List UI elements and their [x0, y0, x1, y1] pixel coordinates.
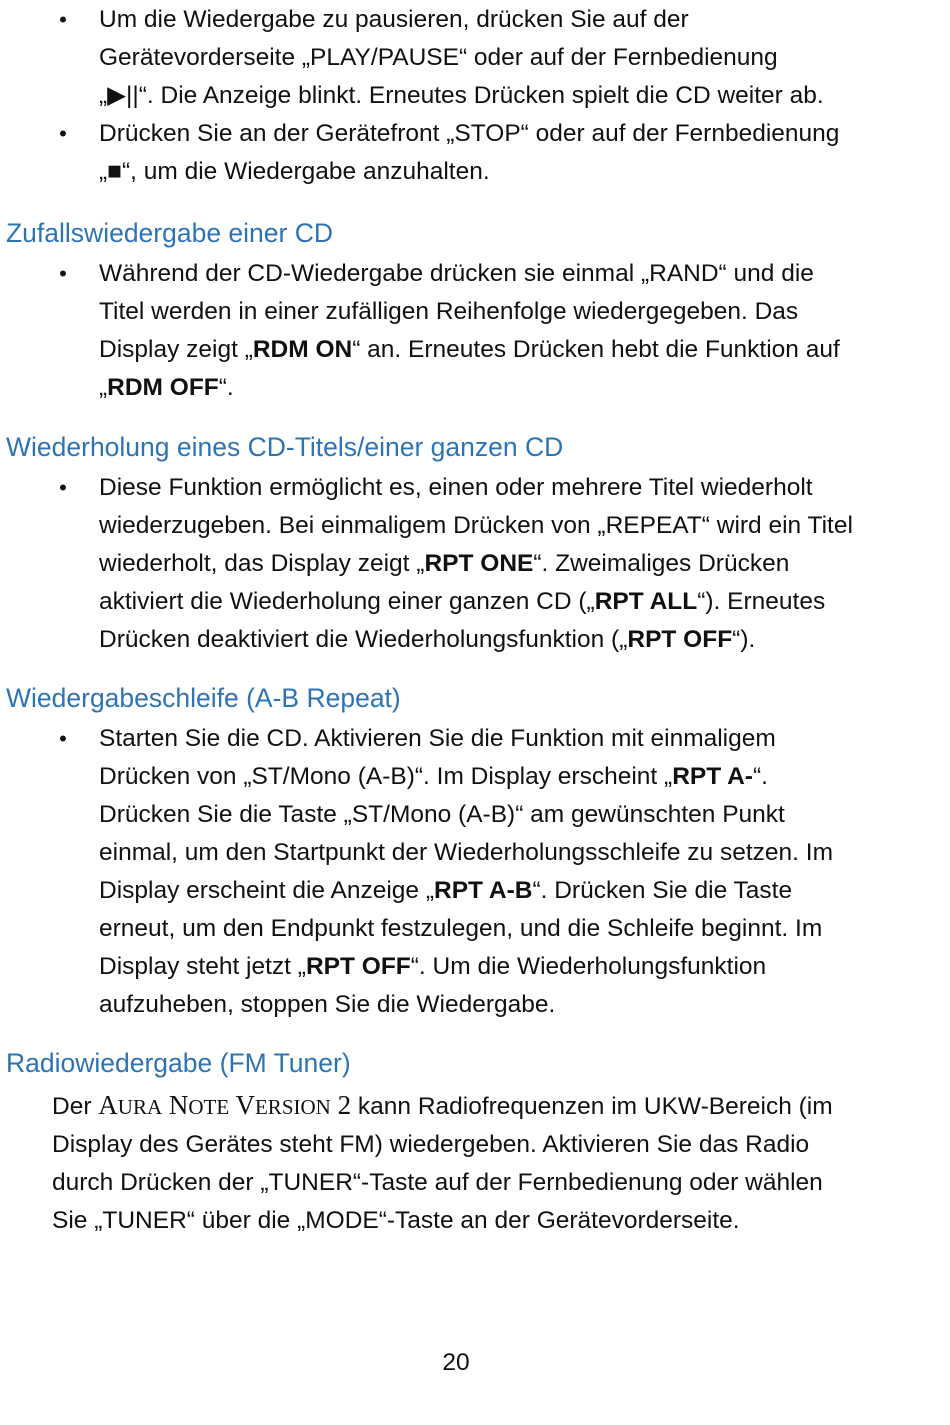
display-code: RPT OFF [305, 953, 411, 980]
brand-letter: V [235, 1090, 255, 1120]
text-line: „▶||“. Die Anzeige blinkt. Erneutes Drücken spielt die CD weiter ab. [99, 82, 824, 109]
stop-instruction [0, 115, 950, 191]
text-fragment: Display steht jetzt „ [99, 953, 306, 980]
text-fragment: kann Radiofrequenzen im UKW-Bereich (im [351, 1093, 833, 1120]
text-line: Drücken Sie die Taste „ST/Mono (A-B)“ am gewünschten Punkt [99, 801, 785, 828]
section-heading-random: Zufallswiedergabe einer CD [6, 218, 333, 248]
random-instruction [0, 255, 950, 407]
text-line: erneut, um den Endpunkt festzulegen, und die Schleife beginnt. Im [99, 915, 823, 942]
bullet-icon: • [59, 475, 67, 500]
pause-instruction [0, 1, 950, 115]
text-fragment: “. Zweimaliges Drücken [533, 550, 790, 577]
text-fragment: Display erscheint die Anzeige „ [99, 877, 435, 904]
playback-bullet-list [0, 1, 950, 191]
display-code: RPT A-B [434, 877, 533, 904]
text-fragment: Der [52, 1093, 99, 1120]
page-number: 20 [442, 1349, 470, 1376]
text-fragment: “. Drücken Sie die Taste [532, 877, 793, 904]
text-line: Drücken Sie an der Gerätefront „STOP“ oder auf der Fernbedienung [99, 120, 840, 147]
bullet-icon: • [59, 261, 67, 286]
text-fragment: aktiviert die Wiederholung einer ganzen CD („ [99, 588, 595, 615]
display-code: RPT ONE [424, 550, 534, 577]
text-line: „■“, um die Wiedergabe anzuhalten. [99, 158, 490, 185]
ab-bullet-list [0, 720, 950, 1024]
display-code: RDM OFF [107, 374, 219, 401]
section-heading-radio: Radiowiedergabe (FM Tuner) [6, 1048, 351, 1078]
text-fragment: Drücken von „ST/Mono (A-B)“. Im Display erscheint „ [99, 763, 673, 790]
text-fragment: wiederholt, das Display zeigt „ [99, 550, 425, 577]
text-line: einmal, um den Startpunkt der Wiederholungsschleife zu setzen. Im [99, 839, 834, 866]
text-line: Titel werden in einer zufälligen Reihenfolge wiedergegeben. Das [99, 298, 799, 325]
radio-paragraph [52, 1086, 910, 1240]
text-fragment: Display zeigt „ [99, 336, 253, 363]
text-line: aufzuheben, stoppen Sie die Wiedergabe. [99, 991, 556, 1018]
display-code: RPT ALL [594, 588, 698, 615]
section-heading-ab-repeat: Wiedergabeschleife (A-B Repeat) [6, 683, 401, 713]
text-fragment: “). [732, 626, 756, 653]
text-fragment: “). Erneutes [697, 588, 826, 615]
text-fragment: “. [752, 763, 768, 790]
ab-instruction [0, 720, 950, 1024]
text-fragment: “. Um die Wiederholungsfunktion [410, 953, 767, 980]
text-fragment: “ an. Erneutes Drücken hebt die Funktion auf [352, 336, 840, 363]
text-fragment: “. [218, 374, 234, 401]
bullet-icon: • [59, 726, 67, 751]
brand-letters: ERSION [254, 1095, 331, 1119]
display-code: RPT OFF [627, 626, 733, 653]
text-line: Während der CD-Wiedergabe drücken sie einmal „RAND“ und die [99, 260, 814, 287]
text-line: Gerätevorderseite „PLAY/PAUSE“ oder auf der Fernbedienung [99, 44, 778, 71]
text-line: durch Drücken der „TUNER“-Taste auf der Fernbedienung oder wählen [52, 1169, 823, 1196]
repeat-instruction [0, 469, 950, 659]
brand-name [98, 1090, 351, 1120]
text-fragment: „ [99, 374, 108, 401]
brand-letters: OTE [188, 1095, 230, 1119]
section-heading-repeat: Wiederholung eines CD-Titels/einer ganzen CD [6, 432, 564, 462]
bullet-icon: • [59, 121, 67, 146]
brand-letter: A [98, 1090, 118, 1120]
repeat-bullet-list [0, 469, 950, 659]
brand-letter: N [168, 1090, 189, 1120]
brand-number: 2 [337, 1090, 352, 1120]
text-line: Sie „TUNER“ über die „MODE“-Taste an der Gerätevorderseite. [52, 1207, 740, 1234]
text-line: Starten Sie die CD. Aktivieren Sie die Funktion mit einmaligem [99, 725, 776, 752]
text-line: Um die Wiedergabe zu pausieren, drücken Sie auf der [99, 6, 689, 33]
display-code: RDM ON [252, 336, 353, 363]
random-bullet-list [0, 255, 950, 407]
text-line: wiederzugeben. Bei einmaligem Drücken von „REPEAT“ wird ein Titel [99, 512, 853, 539]
brand-letters: URA [117, 1095, 163, 1119]
display-code: RPT A- [672, 763, 753, 790]
text-line: Display des Gerätes steht FM) wiedergeben. Aktivieren Sie das Radio [52, 1131, 810, 1158]
bullet-icon: • [59, 7, 67, 32]
text-fragment: Drücken deaktiviert die Wiederholungsfunktion („ [99, 626, 628, 653]
text-line: Diese Funktion ermöglicht es, einen oder mehrere Titel wiederholt [99, 474, 813, 501]
